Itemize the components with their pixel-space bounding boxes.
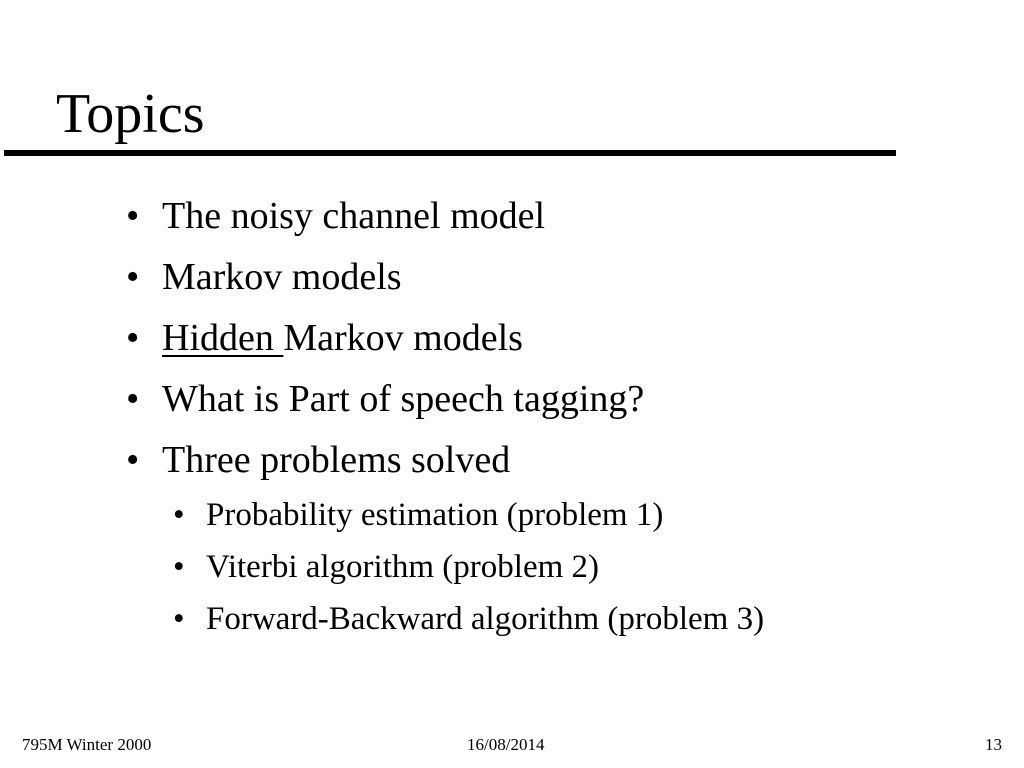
bullet-icon: • <box>173 601 185 637</box>
topic-text: Markov models <box>162 256 402 298</box>
footer-course: 795M Winter 2000 <box>22 735 152 754</box>
topic-emphasis-hidden: Hidden <box>162 317 284 359</box>
bullet-icon: • <box>173 497 185 533</box>
subtopic-item-viterbi <box>173 547 600 587</box>
topic-text: The noisy channel model <box>162 195 546 237</box>
topic-text: Markov models <box>283 317 523 359</box>
slide-title: Topics <box>56 83 205 145</box>
topic-item-three-problems <box>126 438 511 482</box>
bullet-icon: • <box>126 256 140 298</box>
subtopic-item-forward-backward <box>173 599 765 639</box>
title-underline-rule <box>4 150 896 156</box>
topic-text: Three problems solved <box>162 439 511 481</box>
topic-item-hidden-markov-models <box>126 316 523 360</box>
subtopic-text: Forward-Backward algorithm (problem 3) <box>206 601 765 637</box>
bullet-icon: • <box>126 317 140 359</box>
subtopic-text: Viterbi algorithm (problem 2) <box>206 549 600 585</box>
bullet-icon: • <box>173 549 185 585</box>
topic-item-noisy-channel <box>126 194 546 238</box>
topic-item-markov-models <box>126 255 402 299</box>
topic-text: What is Part of speech tagging? <box>162 378 645 420</box>
subtopic-text: Probability estimation (problem 1) <box>206 497 664 533</box>
bullet-icon: • <box>126 439 140 481</box>
bullet-icon: • <box>126 378 140 420</box>
footer-page-number: 13 <box>985 735 1002 754</box>
footer-date: 16/08/2014 <box>467 735 545 754</box>
bullet-icon: • <box>126 195 140 237</box>
topic-item-pos-tagging <box>126 377 645 421</box>
subtopic-item-probability-estimation <box>173 495 664 535</box>
